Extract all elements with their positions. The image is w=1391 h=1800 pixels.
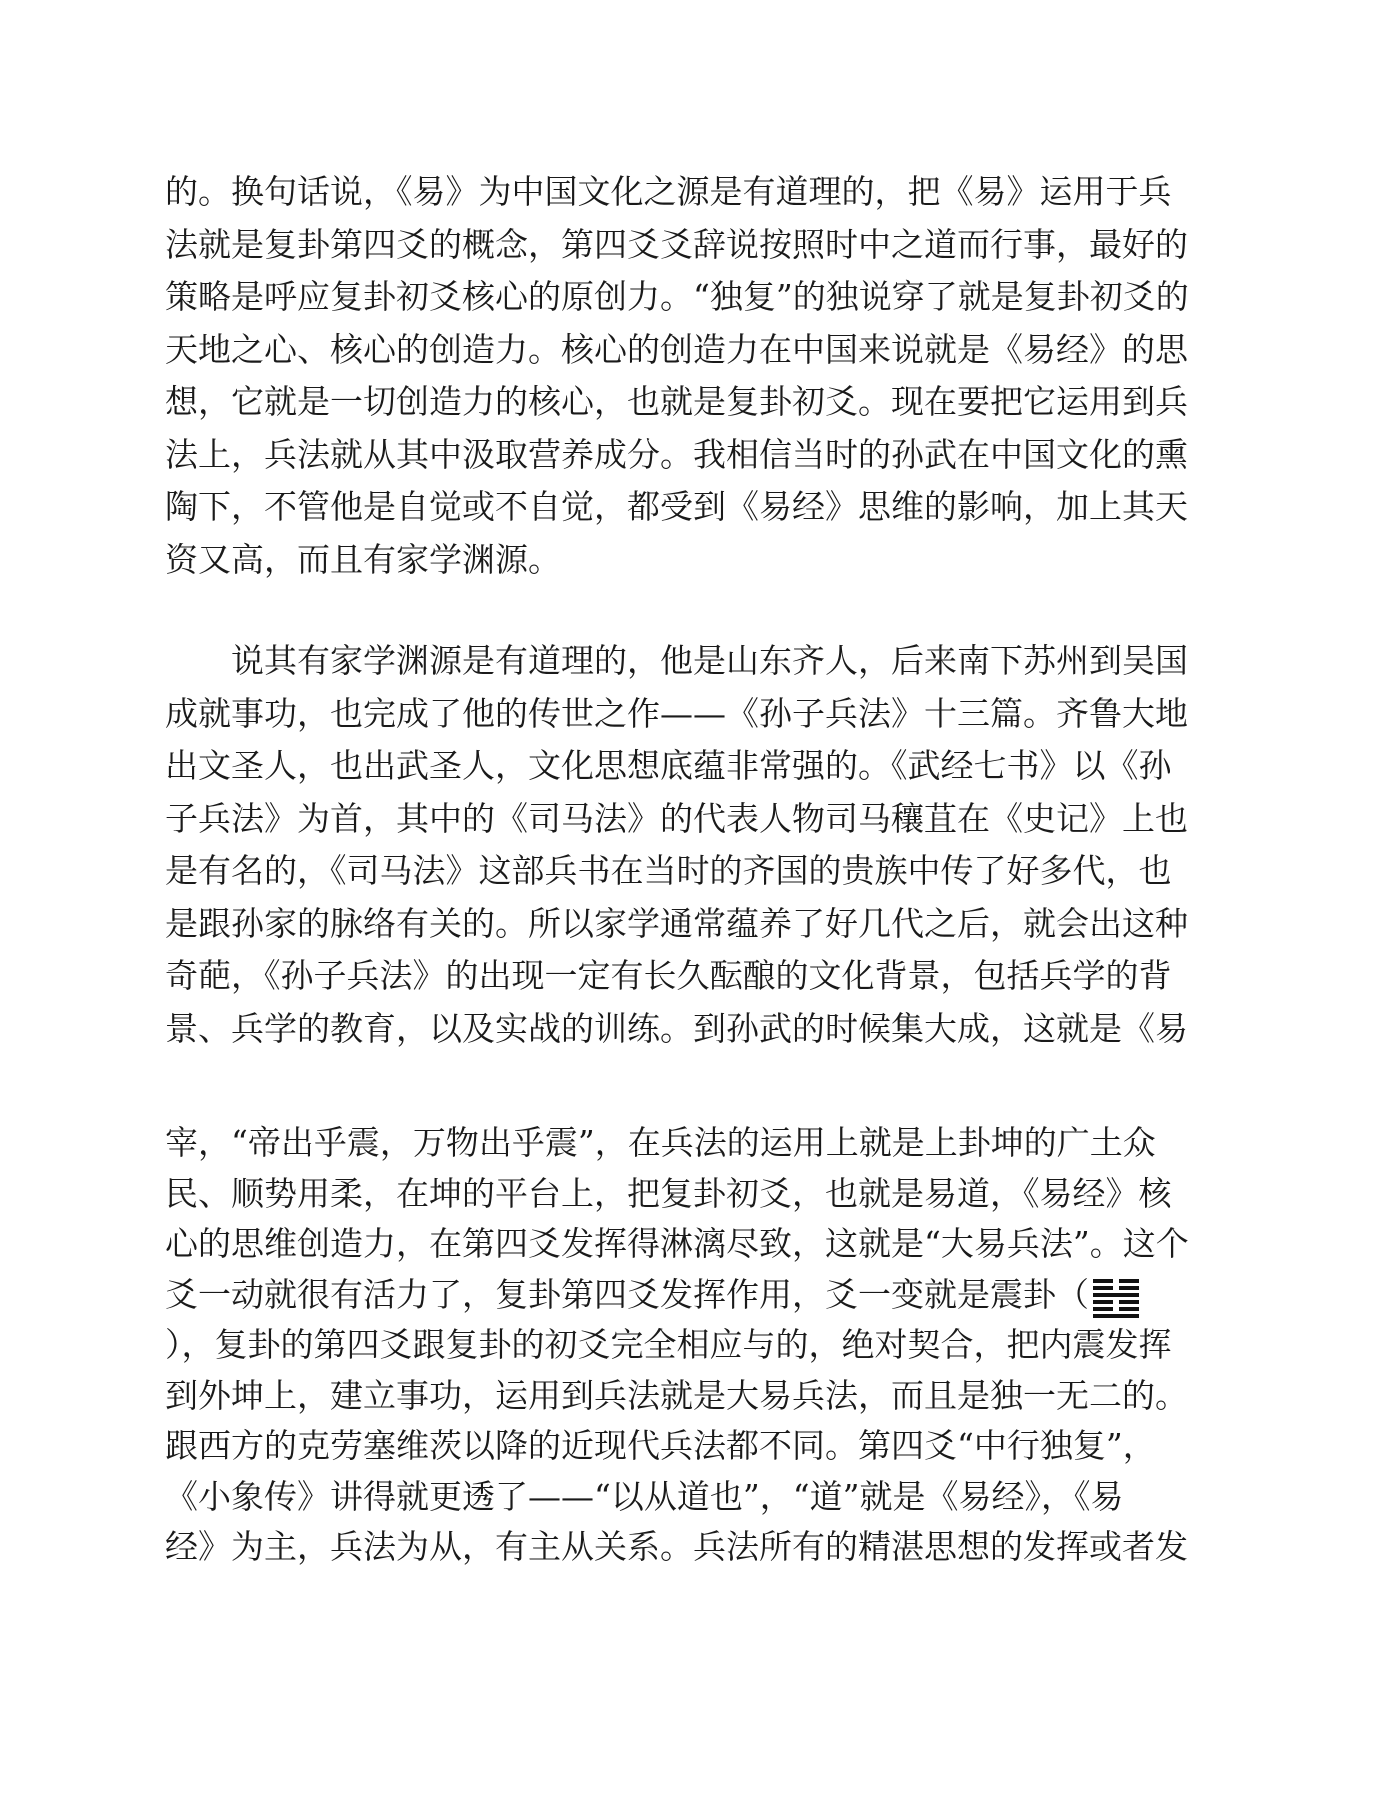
paragraph-3	[165, 1118, 1225, 1573]
text-line: 的。换句话说，《易》为中国文化之源是有道理的，把《易》运用于兵	[165, 172, 1172, 211]
paragraph-1	[165, 166, 1225, 586]
text-line: 资又高，而且有家学渊源。	[165, 539, 561, 579]
text-line: 出文圣人，也出武圣人，文化思想底蕴非常强的。《武经七书》以《孙	[165, 746, 1172, 785]
text-line: 心的思维创造力，在第四爻发挥得淋漓尽致，这就是“大易兵法”。这个	[165, 1224, 1189, 1263]
text-line: 说其有家学渊源是有道理的，他是山东齐人，后来南下苏州到吴国	[231, 641, 1188, 680]
text-line-with-hexagram	[165, 1270, 1225, 1321]
text-line: ），复卦的第四爻跟复卦的初爻完全相应与的，绝对契合，把内震发挥	[165, 1325, 1172, 1364]
text-line: 法就是复卦第四爻的概念，第四爻爻辞说按照时中之道而行事，最好的	[165, 224, 1188, 264]
text-line: 是跟孙家的脉络有关的。所以家学通常蕴养了好几代之后，就会出这种	[165, 903, 1188, 943]
text-line: 成就事功，也完成了他的传世之作——《孙子兵法》十三篇。齐鲁大地	[165, 693, 1188, 733]
text-line: 到外坤上，建立事功，运用到兵法就是大易兵法，而且是独一无二的。	[165, 1375, 1188, 1415]
text-line: 子兵法》为首，其中的《司马法》的代表人物司马穰苴在《史记》上也	[165, 798, 1188, 838]
text-line: 想，它就是一切创造力的核心，也就是复卦初爻。现在要把它运用到兵	[165, 382, 1188, 421]
text-span: 爻一动就很有活力了，复卦第四爻发挥作用，爻一变就是震卦（	[165, 1274, 1089, 1314]
text-line: 是有名的，《司马法》这部兵书在当时的齐国的贵族中传了好多代，也	[165, 851, 1172, 890]
text-line: 景、兵学的教育，以及实战的训练。到孙武的时候集大成，这就是《易	[165, 1008, 1188, 1048]
text-line: 经》为主，兵法为从，有主从关系。兵法所有的精湛思想的发挥或者发	[165, 1527, 1188, 1566]
text-line: 法上，兵法就从其中汲取营养成分。我相信当时的孙武在中国文化的熏	[165, 434, 1188, 474]
text-line: 民、顺势用柔，在坤的平台上，把复卦初爻，也就是易道，《易经》核	[165, 1173, 1172, 1213]
text-line: 宰，“帝出乎震，万物出乎震”，在兵法的运用上就是上卦坤的广土众	[165, 1123, 1156, 1162]
text-line: 策略是呼应复卦初爻核心的原创力。“独复”的独说穿了就是复卦初爻的	[165, 277, 1189, 316]
text-line: 天地之心、核心的创造力。核心的创造力在中国来说就是《易经》的思	[165, 329, 1188, 369]
text-line: 奇葩，《孙子兵法》的出现一定有长久酝酿的文化背景，包括兵学的背	[165, 956, 1172, 995]
zhen-hexagram-icon	[1093, 1277, 1139, 1317]
text-line: 《小象传》讲得就更透了——“以从道也”，“道”就是《易经》，《易	[165, 1476, 1124, 1516]
paragraph-2	[165, 635, 1225, 1055]
text-line: 陶下，不管他是自觉或不自觉，都受到《易经》思维的影响，加上其天	[165, 487, 1188, 526]
text-line: 跟西方的克劳塞维茨以降的近现代兵法都不同。第四爻“中行独复”，	[165, 1426, 1156, 1465]
